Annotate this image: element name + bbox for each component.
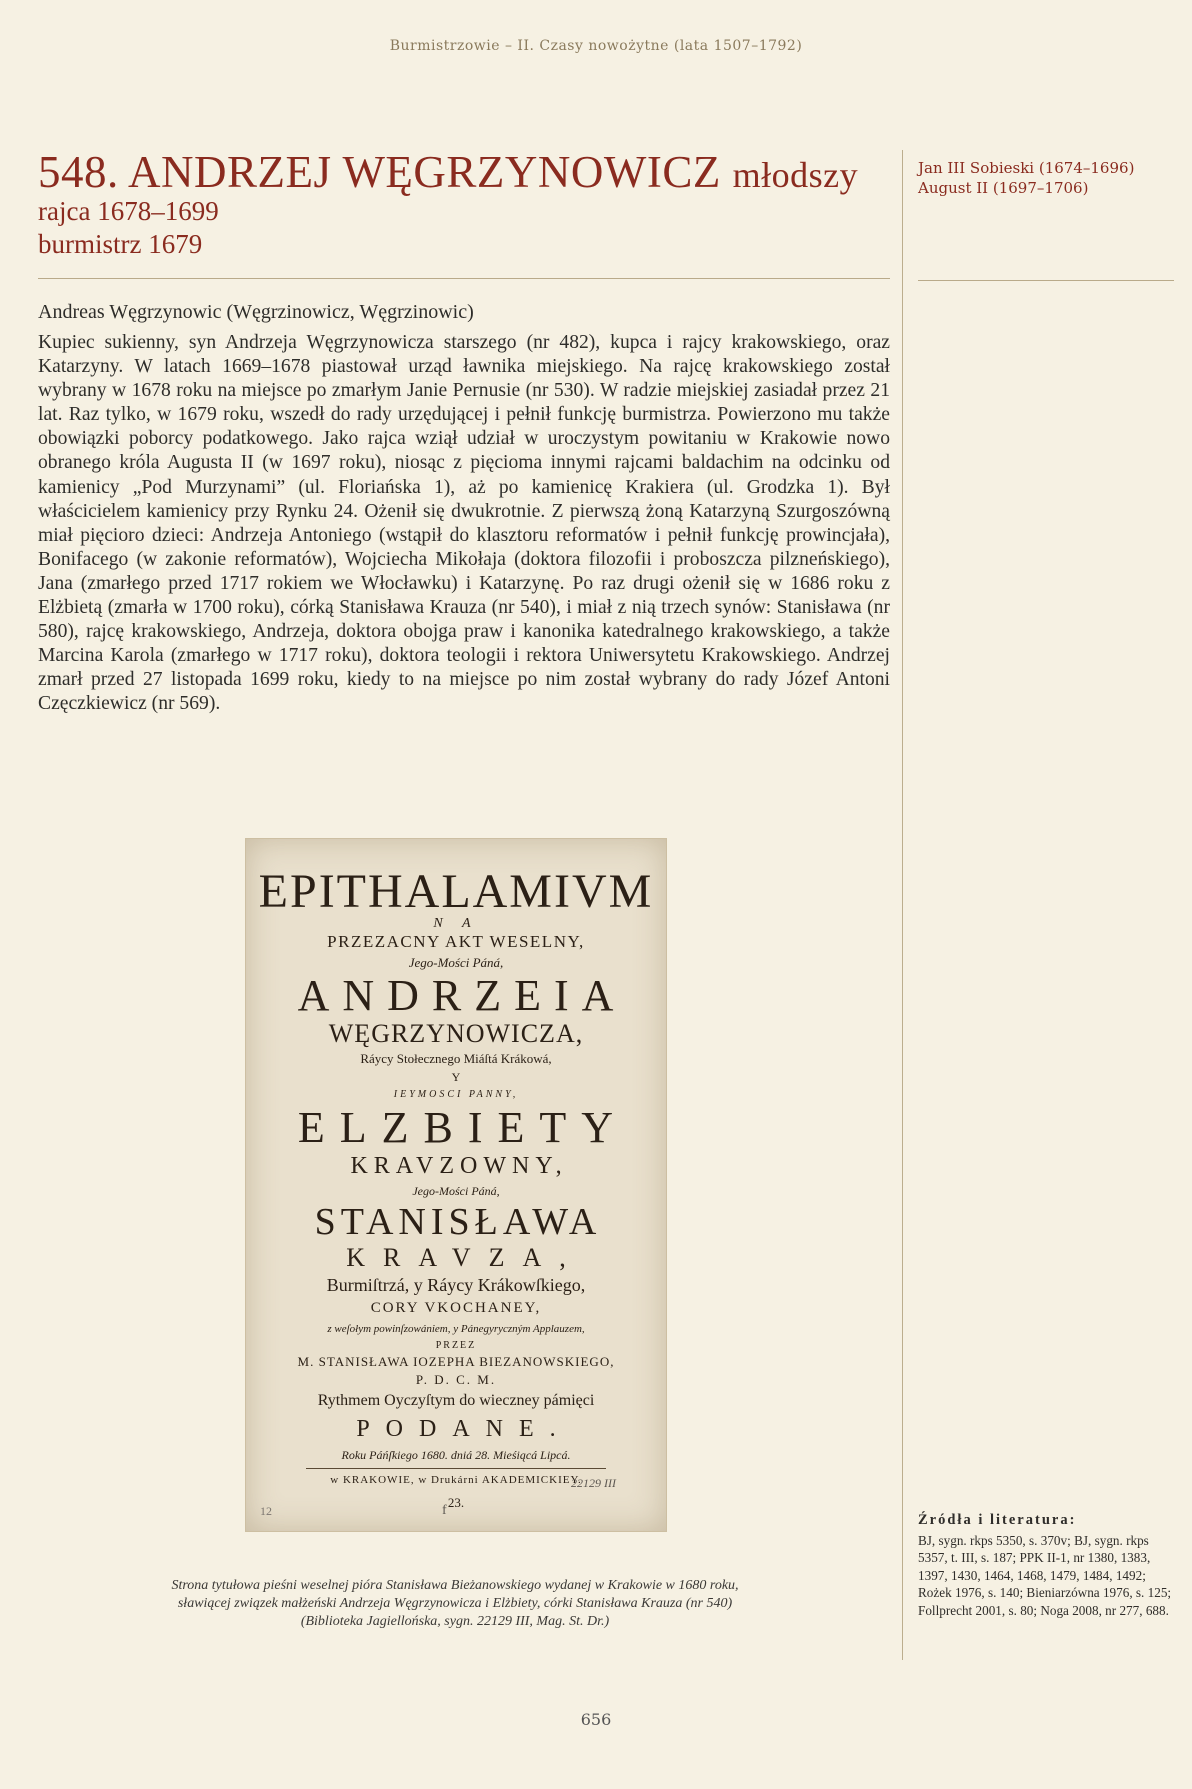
title-page-line: w KRAKOWIE, w Drukárni AKADEMICKIEY. bbox=[330, 1474, 582, 1486]
title-page-line: z weſołym powinſzowániem, y Pánegyryczným Applauzem, bbox=[327, 1323, 585, 1335]
title-page-line: PODANE. bbox=[356, 1416, 572, 1442]
title-page-line: Jego-Mości Páná, bbox=[408, 955, 504, 970]
title-page-line: ELZBIETY bbox=[297, 1103, 629, 1152]
shelfmark-annotation: 22129 III bbox=[571, 1476, 616, 1490]
title-page-line: ANDRZEIA bbox=[297, 971, 627, 1020]
heading-divider bbox=[38, 278, 890, 279]
title-page-line: EPITHALAMIVM bbox=[258, 865, 654, 918]
title-page-line: PRZEZ bbox=[435, 1340, 477, 1351]
sources-heading: Źródła i literatura: bbox=[918, 1512, 1077, 1528]
column-divider bbox=[902, 150, 903, 1660]
title-page-line: P. D. C. M. bbox=[415, 1372, 497, 1387]
entry-number: 548. bbox=[38, 147, 119, 197]
title-page-rule bbox=[306, 1468, 606, 1469]
page-number: 656 bbox=[580, 1710, 612, 1729]
image-caption bbox=[115, 1577, 795, 1630]
biography bbox=[38, 331, 890, 717]
title-page-line: Burmiſtrzá, y Ráycy Krákowſkiego, bbox=[326, 1275, 586, 1295]
entry-heading bbox=[38, 147, 888, 261]
sources-text: BJ, sygn. rkps 5350, s. 370v; BJ, sygn. rkps 5357, t. III, s. 187; PPK II-1, nr 1380, 1383, 1397, 1430, 1464, 1468, 1479, 1484, 1492; Rożek 1976, s. 140; Bieniarzówna 1976, s. 125; Follprecht 2001, s. 80; Noga 2008, nr 277, 688. bbox=[918, 1532, 1172, 1618]
entry-suffix: młodszy bbox=[732, 155, 859, 195]
alternate-names: Andreas Węgrzynowic (Węgrzinowicz, Węgrzinowic) bbox=[38, 301, 474, 323]
title-page-line: IEYMOSCI PANNY, bbox=[393, 1089, 519, 1100]
title-page-line: 23. bbox=[447, 1495, 465, 1510]
office-mayor: burmistrz 1679 bbox=[38, 229, 203, 259]
title-page-line: STANISŁAWA bbox=[314, 1201, 602, 1243]
reign-item: Jan III Sobieski (1674–1696) bbox=[918, 159, 1135, 177]
title-page-line: WĘGRZYNOWICZA, bbox=[328, 1019, 584, 1048]
caption-line: (Biblioteka Jagiellońska, sygn. 22129 III, Mag. St. Dr.) bbox=[300, 1613, 610, 1629]
caption-line: Strona tytułowa pieśni weselnej pióra Stanisława Bieżanowskiego wydanej w Krakowie w 1680 roku, bbox=[171, 1578, 739, 1593]
margin-mark: 12 bbox=[260, 1504, 272, 1518]
title-page-line: CORY VKOCHANEY, bbox=[370, 1300, 542, 1316]
reigns-list bbox=[918, 158, 1180, 198]
title-page-line: KRAVZOWNY, bbox=[350, 1153, 568, 1179]
title-page-image bbox=[245, 838, 667, 1532]
title-page-line: M. STANISŁAWA IOZEPHA BIEZANOWSKIEGO, bbox=[297, 1354, 615, 1369]
signature-mark: f bbox=[442, 1503, 447, 1518]
caption-line: sławiącej związek małżeński Andrzeja Węgrzynowicza i Elżbiety, córki Stanisława Krauza (nr 540) bbox=[177, 1595, 733, 1611]
title-page-line: Y bbox=[451, 1070, 461, 1084]
biography-paragraph: Kupiec sukienny, syn Andrzeja Węgrzynowicza starszego (nr 482), kupca i rajcy krakowskiego, oraz Katarzyny. W latach 1669–1678 piastował urząd ławnika miejskiego. Na rajcę krakowskiego został wybrany w 1678 roku na miejsce po zmarłym Janie Pernusie (nr 530). W radzie miejskiej zasiadał przez 21 lat. Raz tylko, w 1679 roku, wszedł do rady urzędującej i pełnił funkcję burmistrza. Powierzono mu także obowiązki poborcy podatkowego. Jako rajca wziął udział w uroczystym powitaniu w Krakowie nowo obranego króla Augusta II (w 1697 roku), niosąc z pięcioma innymi rajcami baldachim na odcinku od kamienicy „Pod Murzynami” (ul. Floriańska 1), aż po kamienicę Krakiera (ul. Grodzka 1). Był właścicielem kamienicy przy Rynku 24. Ożenił się dwukrotnie. Z pierwszą żoną Katarzyną Szurgoszówną miał pięcioro dzieci: Andrzeja Antoniego (wstąpił do klasztoru reformatów i pełnił funkcję prowincjała), Bonifacego (w zakonie reformatów), Wojciecha Mikołaja (doktora filozofii i proboszcza pilzneńskiego), Jana (zmarłego przed 1717 rokiem we Włocławku) i Katarzynę. Po raz drugi ożenił się w 1686 roku z Elżbietą (zmarła w 1700 roku), córką Stanisława Krauza (nr 540), i miał z nią trzech synów: Stanisława (nr 580), rajcę krakowskiego, Andrzeja, doktora obojga praw i kanonika katedralnego krakowskiego, a także Marcina Karola (zmarłego w 1717 roku), doktora teologii i rektora Uniwersytetu Krakowskiego. Andrzej zmarł przed 27 listopada 1699 roku, kiedy to na miejsce po nim został wybrany do rady Józef Antoni Częczkiewicz (nr 569). bbox=[38, 332, 890, 715]
entry-title bbox=[38, 147, 888, 197]
office-councillor: rajca 1678–1699 bbox=[38, 196, 219, 226]
title-page-line: Rythmem Oyczyſtym do wieczney pámięci bbox=[317, 1392, 595, 1409]
title-page-line: Roku Páńſkiego 1680. dniá 28. Mieśiącá Lipcá. bbox=[341, 1448, 571, 1462]
title-page-line: PRZEZACNY AKT WESELNY, bbox=[327, 932, 585, 951]
title-page-line: Jego-Mości Páná, bbox=[412, 1184, 500, 1198]
title-page-line: N A bbox=[433, 916, 479, 931]
entry-name: ANDRZEJ WĘGRZYNOWICZ bbox=[128, 147, 721, 197]
title-page-line: KRAVZA, bbox=[346, 1243, 584, 1272]
sources-block bbox=[918, 1512, 1180, 1620]
reign-item: August II (1697–1706) bbox=[918, 179, 1089, 197]
title-page-line: Ráycy Stołecznego Miáſtá Krákowá, bbox=[360, 1051, 552, 1066]
sidebar-divider bbox=[918, 280, 1174, 281]
running-head: Burmistrzowie – II. Czasy nowożytne (lata 1507–1792) bbox=[389, 38, 803, 54]
